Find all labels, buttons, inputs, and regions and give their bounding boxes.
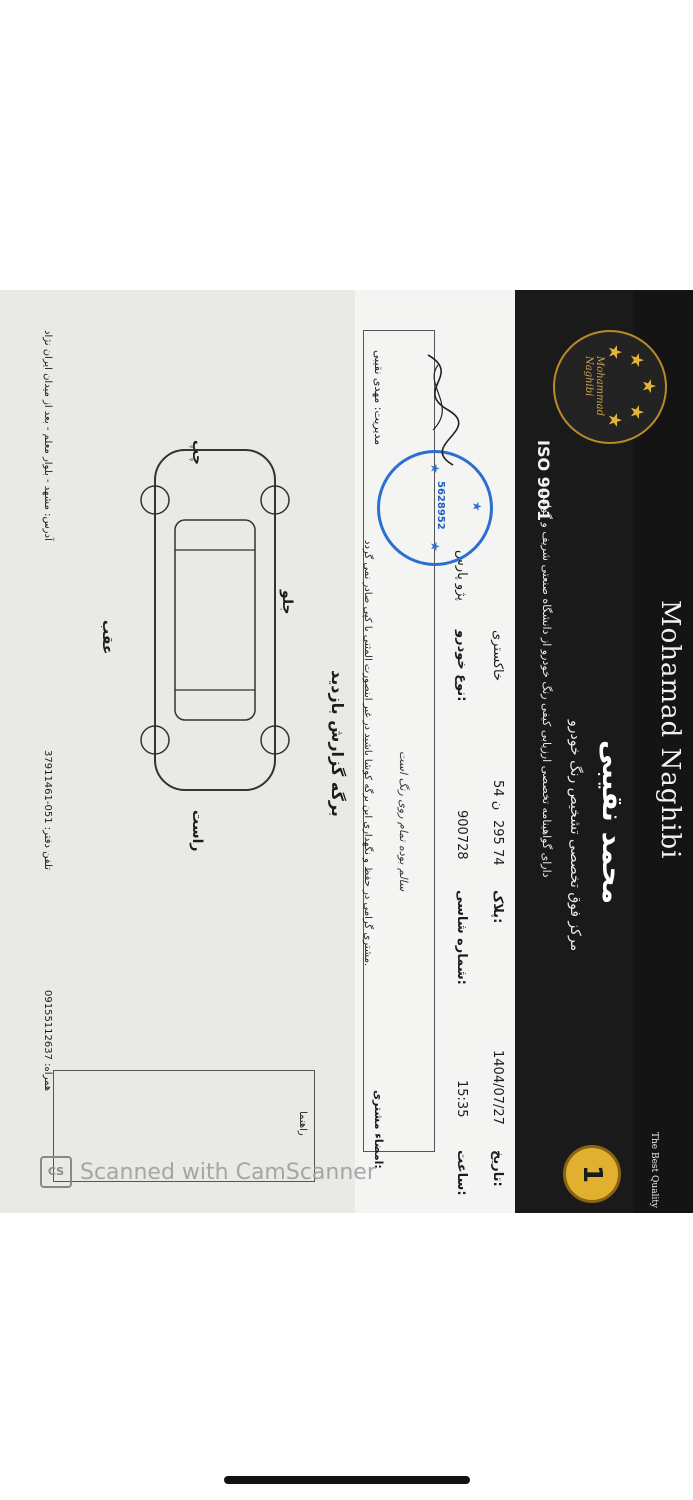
phone-line: تلفن دفتر: 051-37911461 bbox=[42, 750, 53, 870]
camscanner-icon: CS bbox=[40, 1156, 72, 1188]
brand-latin: Mohamad Naghibi bbox=[655, 600, 685, 860]
front-label: جلو bbox=[279, 590, 295, 615]
iso-badge: ISO 9001 bbox=[534, 440, 553, 522]
medal-icon: 1 bbox=[563, 1145, 621, 1203]
date-label: تاریخ: bbox=[490, 1150, 505, 1187]
car-type-value: پژو پارس bbox=[454, 550, 469, 601]
star-icon: ★ bbox=[638, 378, 659, 395]
status-area-top bbox=[0, 0, 693, 290]
certification-line: دارای گواهینامه تخصصی ارزیابی کیفی رنگ خودرو از دانشگاه صنعتی شریف و گواهی bbox=[540, 490, 553, 878]
scanned-document bbox=[0, 290, 693, 1213]
plate-prefix: 54 ن bbox=[490, 780, 505, 811]
car-type-label: نوع خودرو: bbox=[454, 630, 469, 702]
right-label: راست bbox=[189, 810, 205, 852]
star-icon: ★ bbox=[626, 352, 647, 369]
star-icon: ★ bbox=[428, 541, 442, 552]
time-label: ساعت: bbox=[454, 1150, 469, 1196]
star-icon: ★ bbox=[626, 404, 647, 421]
star-icon: ★ bbox=[604, 344, 625, 361]
customer-signature-label: امضاء مشتری: bbox=[372, 1090, 385, 1169]
left-label: چپ bbox=[189, 440, 205, 465]
home-indicator[interactable] bbox=[224, 1476, 470, 1484]
signature bbox=[408, 350, 468, 470]
star-icon: ★ bbox=[470, 501, 484, 512]
date-value: 1404/07/27 bbox=[490, 1050, 505, 1125]
mobile-line: همراه: 09155112637 bbox=[42, 990, 53, 1092]
diagram-section bbox=[0, 290, 355, 1213]
best-quality-label: The Best Quality bbox=[649, 1132, 659, 1209]
stamp-number: 5628952 bbox=[435, 481, 446, 530]
car-diagram bbox=[115, 410, 315, 830]
plate-label: پلاک: bbox=[490, 890, 505, 924]
color-value: خاکستری bbox=[490, 630, 505, 682]
plate-value: 295 74 bbox=[490, 820, 505, 866]
page-subtitle: مرکز فوق تخصصی تشخیص رنگ خودرو bbox=[567, 720, 583, 952]
page-title: محمد نقیبی bbox=[596, 740, 629, 905]
chassis-label: شماره شاسی: bbox=[454, 890, 469, 985]
star-icon: ★ bbox=[428, 463, 442, 474]
back-label: عقب bbox=[99, 620, 115, 655]
handwritten-note: سالم بوده تمام روی رنگ است bbox=[397, 751, 410, 892]
company-logo bbox=[553, 330, 667, 444]
status-area-bottom bbox=[0, 1213, 693, 1500]
watermark-text: Scanned with CamScanner bbox=[80, 1160, 376, 1185]
chassis-value: 900728 bbox=[454, 810, 469, 860]
manager-label: مدیریت: مهدی نقیبی bbox=[372, 350, 385, 446]
paper-header bbox=[515, 290, 693, 1213]
star-icon: ★ bbox=[604, 412, 625, 429]
notice-text: مشتری گرامی در حفظ و نگهداری این برگه کوشا باشید در غیر اینصورت المثنی یا کپی صادر نمی گردد. bbox=[362, 540, 373, 967]
diagram-title: برگه گزارش بازدید bbox=[328, 670, 347, 817]
rotated-page bbox=[0, 290, 693, 1213]
legend-title: راهنما bbox=[297, 1111, 308, 1136]
logo-text: Mohammad Naghibi bbox=[583, 356, 605, 416]
address-line: آدرس: مشهد - بلوار معلم - بعد از میدان ایران نژاد bbox=[42, 330, 53, 541]
time-value: 15:35 bbox=[454, 1080, 469, 1118]
